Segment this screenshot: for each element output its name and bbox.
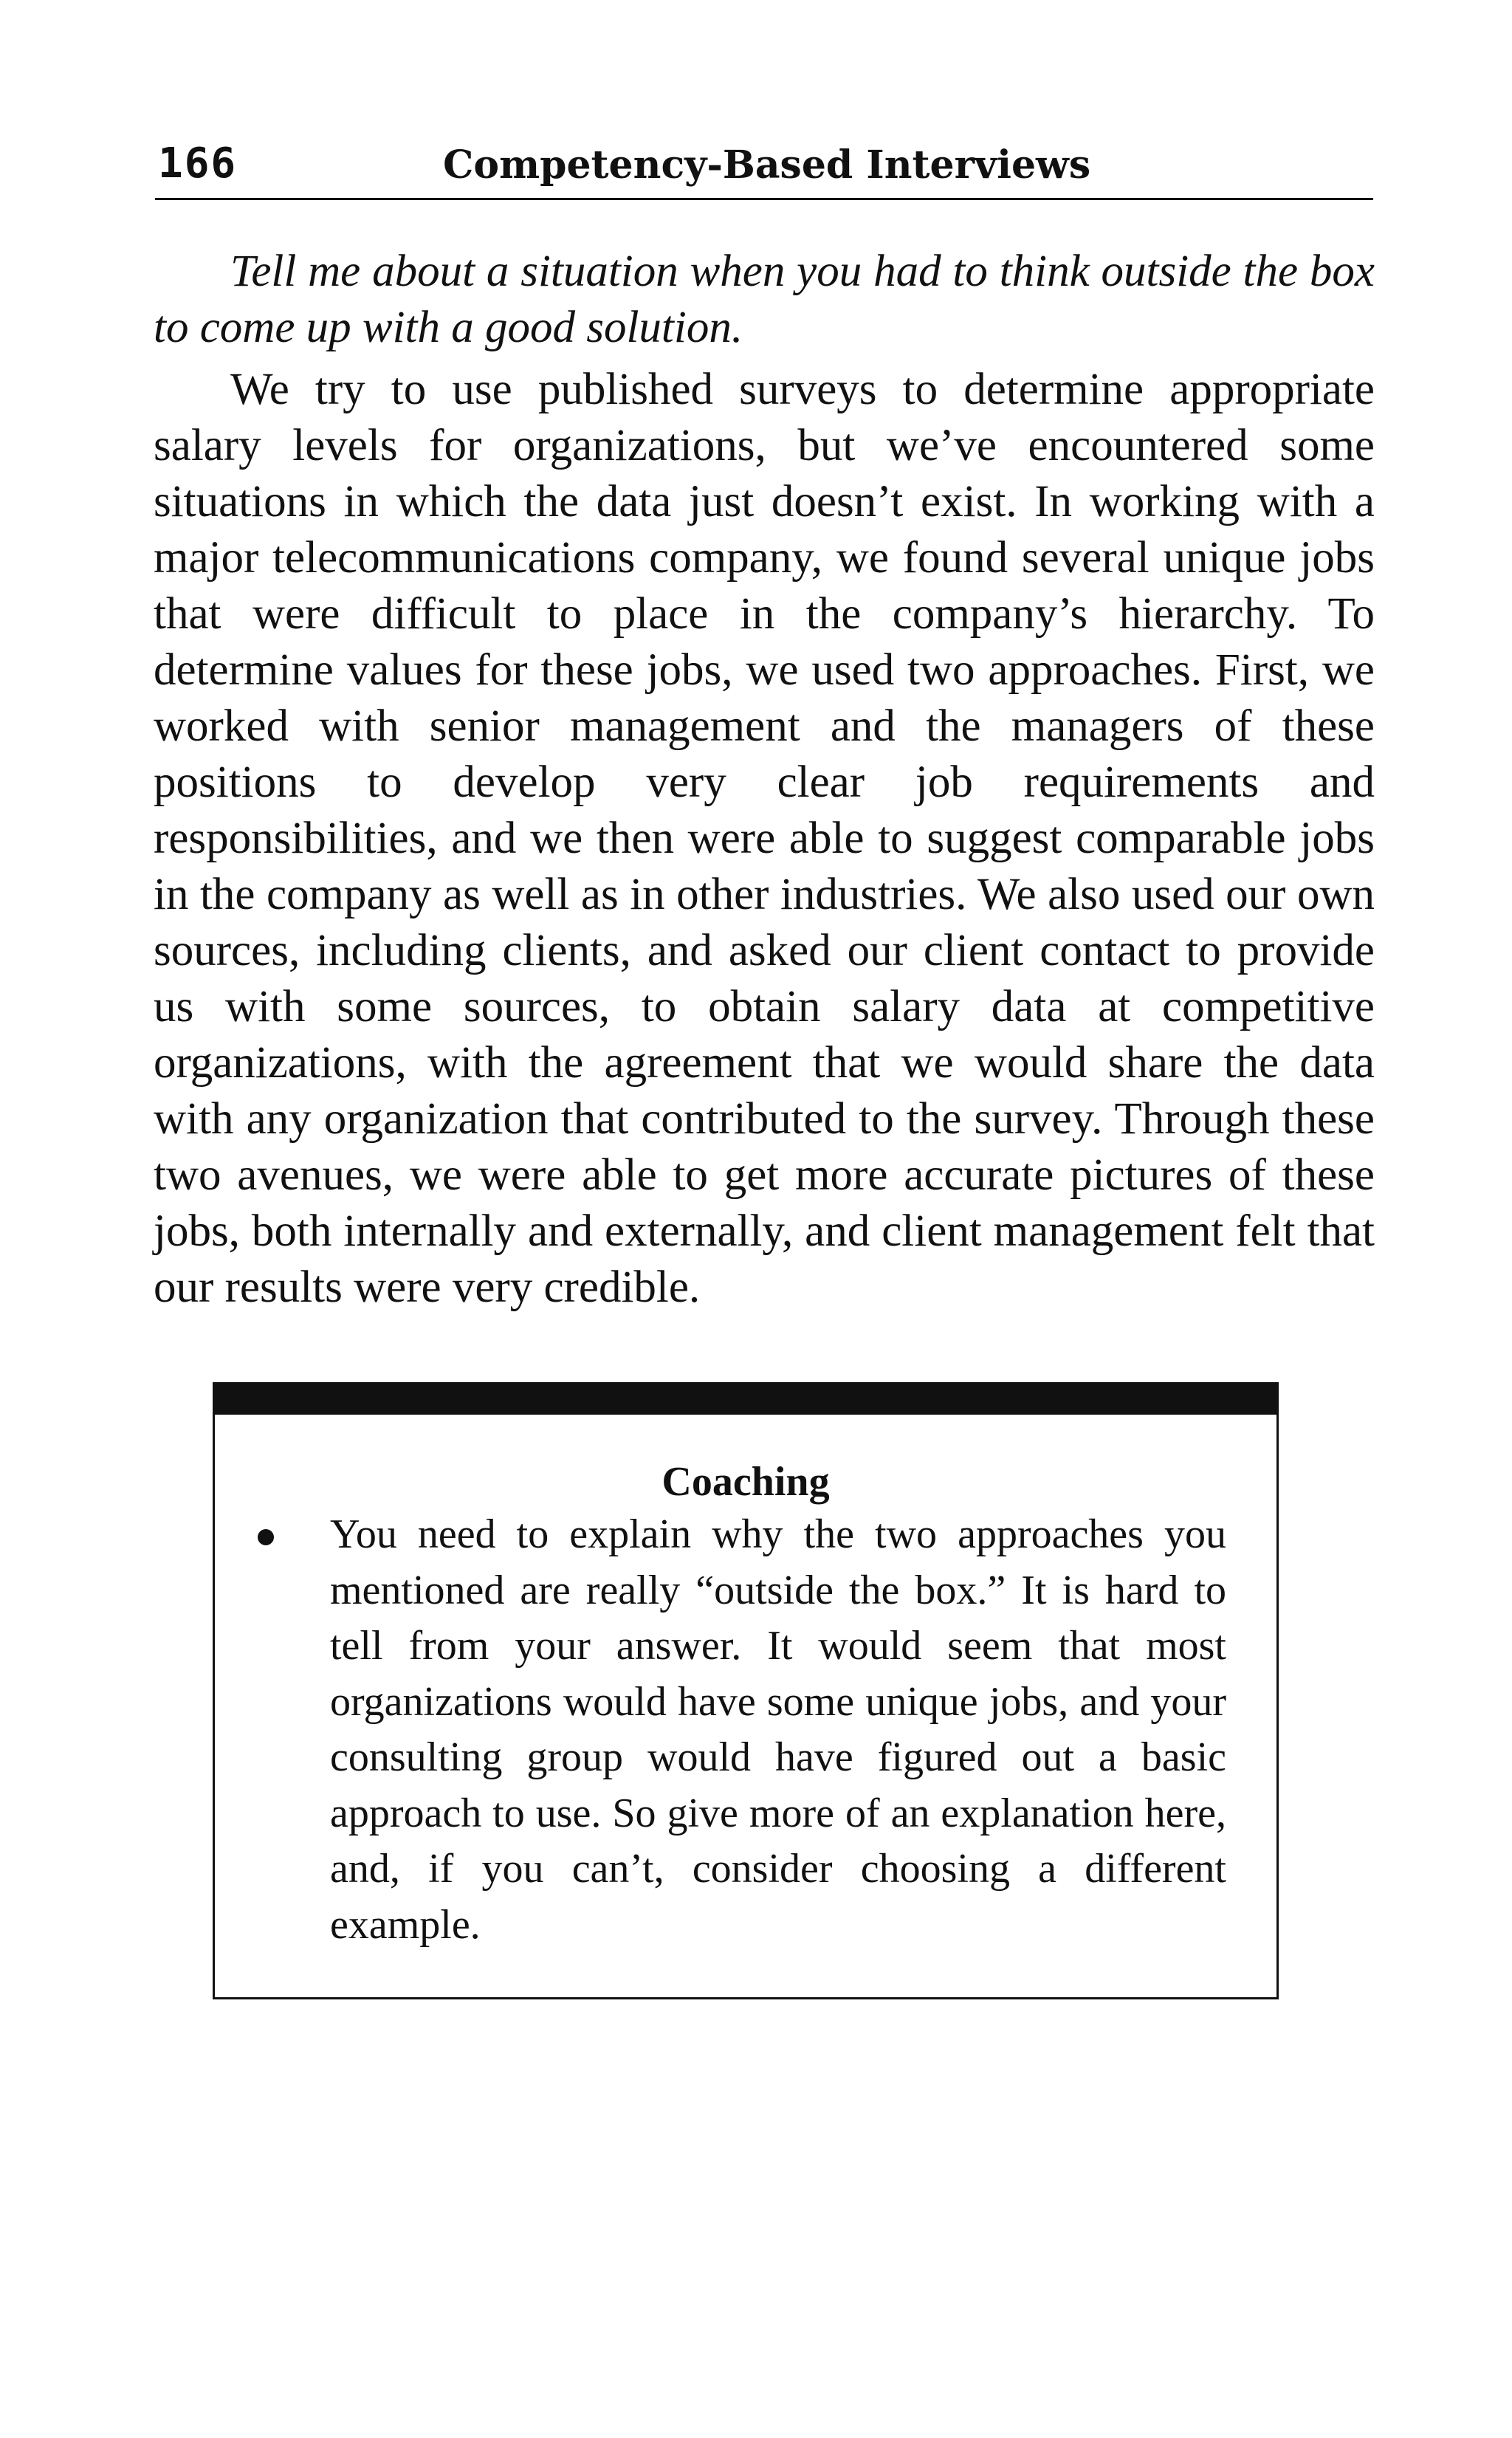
bullet-icon (258, 1529, 274, 1545)
body-text (154, 244, 1375, 1316)
interview-question: Tell me about a situation when you had to think outside the box to come up with a good solution. (154, 247, 1375, 352)
coaching-box (213, 1382, 1279, 1999)
book-title: Competency-Based Interviews (443, 142, 1091, 188)
coaching-header-bar (213, 1382, 1279, 1415)
coaching-bullet-text: You need to explain why the two approaches you mentioned are really “outside the box.” It is hard to tell from your answer. It would seem that most organizations would have some unique jobs, and your consulting group would have figured out a basic approach to use. So give more of an explanation here, and, if you can’t, consider choosing a different example. (330, 1511, 1226, 1948)
page-number: 166 (158, 140, 238, 188)
running-head (155, 139, 1373, 200)
coaching-title: Coaching (662, 1459, 830, 1505)
interview-answer: We try to use published surveys to determine appropriate salary levels for organizations, but we’ve encountered some situations in which the data just doesn’t exist. In working with a major telecommunications company, we found several unique jobs that were difficult to place in the company’s hierarchy. To determine values for these jobs, we used two approaches. First, we worked with senior management and the managers of these positions to develop very clear job requirements and responsibilities, and we then were able to suggest comparable jobs in the company as well as in other industries. We also used our own sources, including clients, and asked our client contact to provide us with some sources, to obtain salary data at competitive organizations, with the agreement that we would share the data with any organization that contributed to the survey. Through these two avenues, we were able to get more accurate pictures of these jobs, both internally and externally, and client management felt that our results were very credible. (154, 365, 1375, 1312)
